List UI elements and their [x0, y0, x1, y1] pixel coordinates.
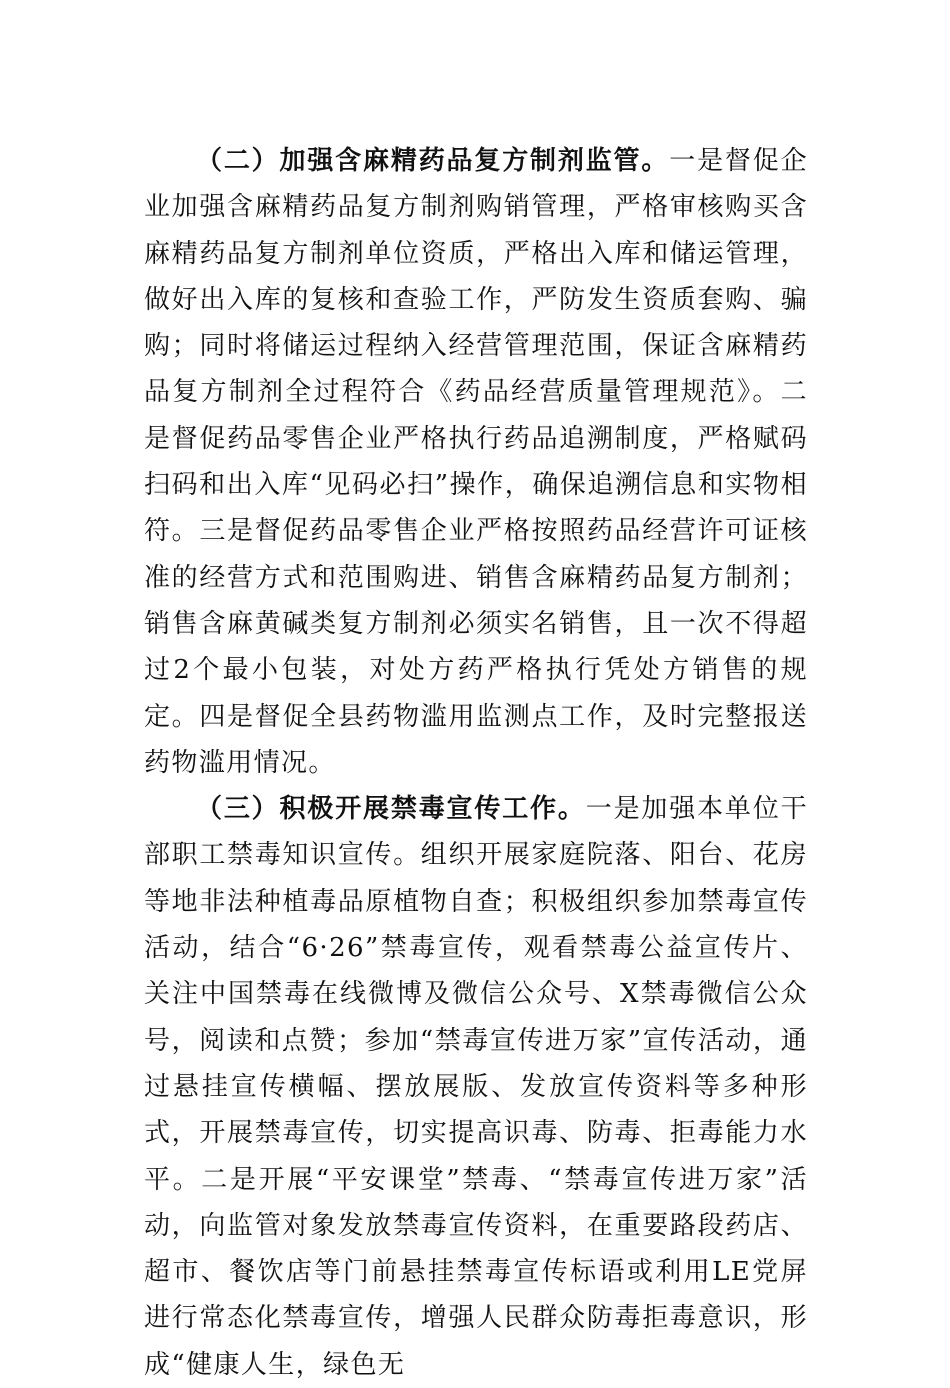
section-2-heading: （二）加强含麻精药品复方制剂监管。 [196, 146, 670, 176]
paragraph-section-3 [144, 786, 808, 1388]
paragraph-section-2 [144, 138, 808, 786]
section-3-heading: （三）积极开展禁毒宣传工作。 [196, 794, 586, 825]
section-3-text: 一是加强本单位干部职工禁毒知识宣传。组织开展家庭院落、阳台、花房等地非法种植毒品原植物自查；积极组织参加禁毒宣传活动，结合“6·26”禁毒宣传，观看禁毒公益宣传片、关注中国禁毒在线微博及微信公众号、X禁毒微信公众号，阅读和点赞；参加“禁毒宣传进万家”宣传活动，通过悬挂宣传横幅、摆放展版、发放宣传资料等多种形式，开展禁毒宣传，切实提高识毒、防毒、拒毒能力水平。二是开展“平安课堂”禁毒、“禁毒宣传进万家”活动，向监管对象发放禁毒宣传资料，在重要路段药店、超市、餐饮店等门前悬挂禁毒宣传标语或利用LE党屏进行常态化禁毒宣传，增强人民群众防毒拒毒意识，形成“健康人生，绿色无 [144, 794, 808, 1380]
document-body [144, 138, 808, 1388]
section-2-text: 一是督促企业加强含麻精药品复方制剂购销管理，严格审核购买含麻精药品复方制剂单位资质，严格出入库和储运管理，做好出入库的复核和查验工作，严防发生资质套购、骗购；同时将储运过程纳入经营管理范围，保证含麻精药品复方制剂全过程符合《药品经营质量管理规范》。二是督促药品零售企业严格执行药品追溯制度，严格赋码扫码和出入库“见码必扫”操作，确保追溯信息和实物相符。三是督促药品零售企业严格按照药品经营许可证核准的经营方式和范围购进、销售含麻精药品复方制剂；销售含麻黄碱类复方制剂必须实名销售，且一次不得超过2个最小包装，对处方药严格执行凭处方销售的规定。四是督促全县药物滥用监测点工作，及时完整报送药物滥用情况。 [144, 146, 808, 778]
